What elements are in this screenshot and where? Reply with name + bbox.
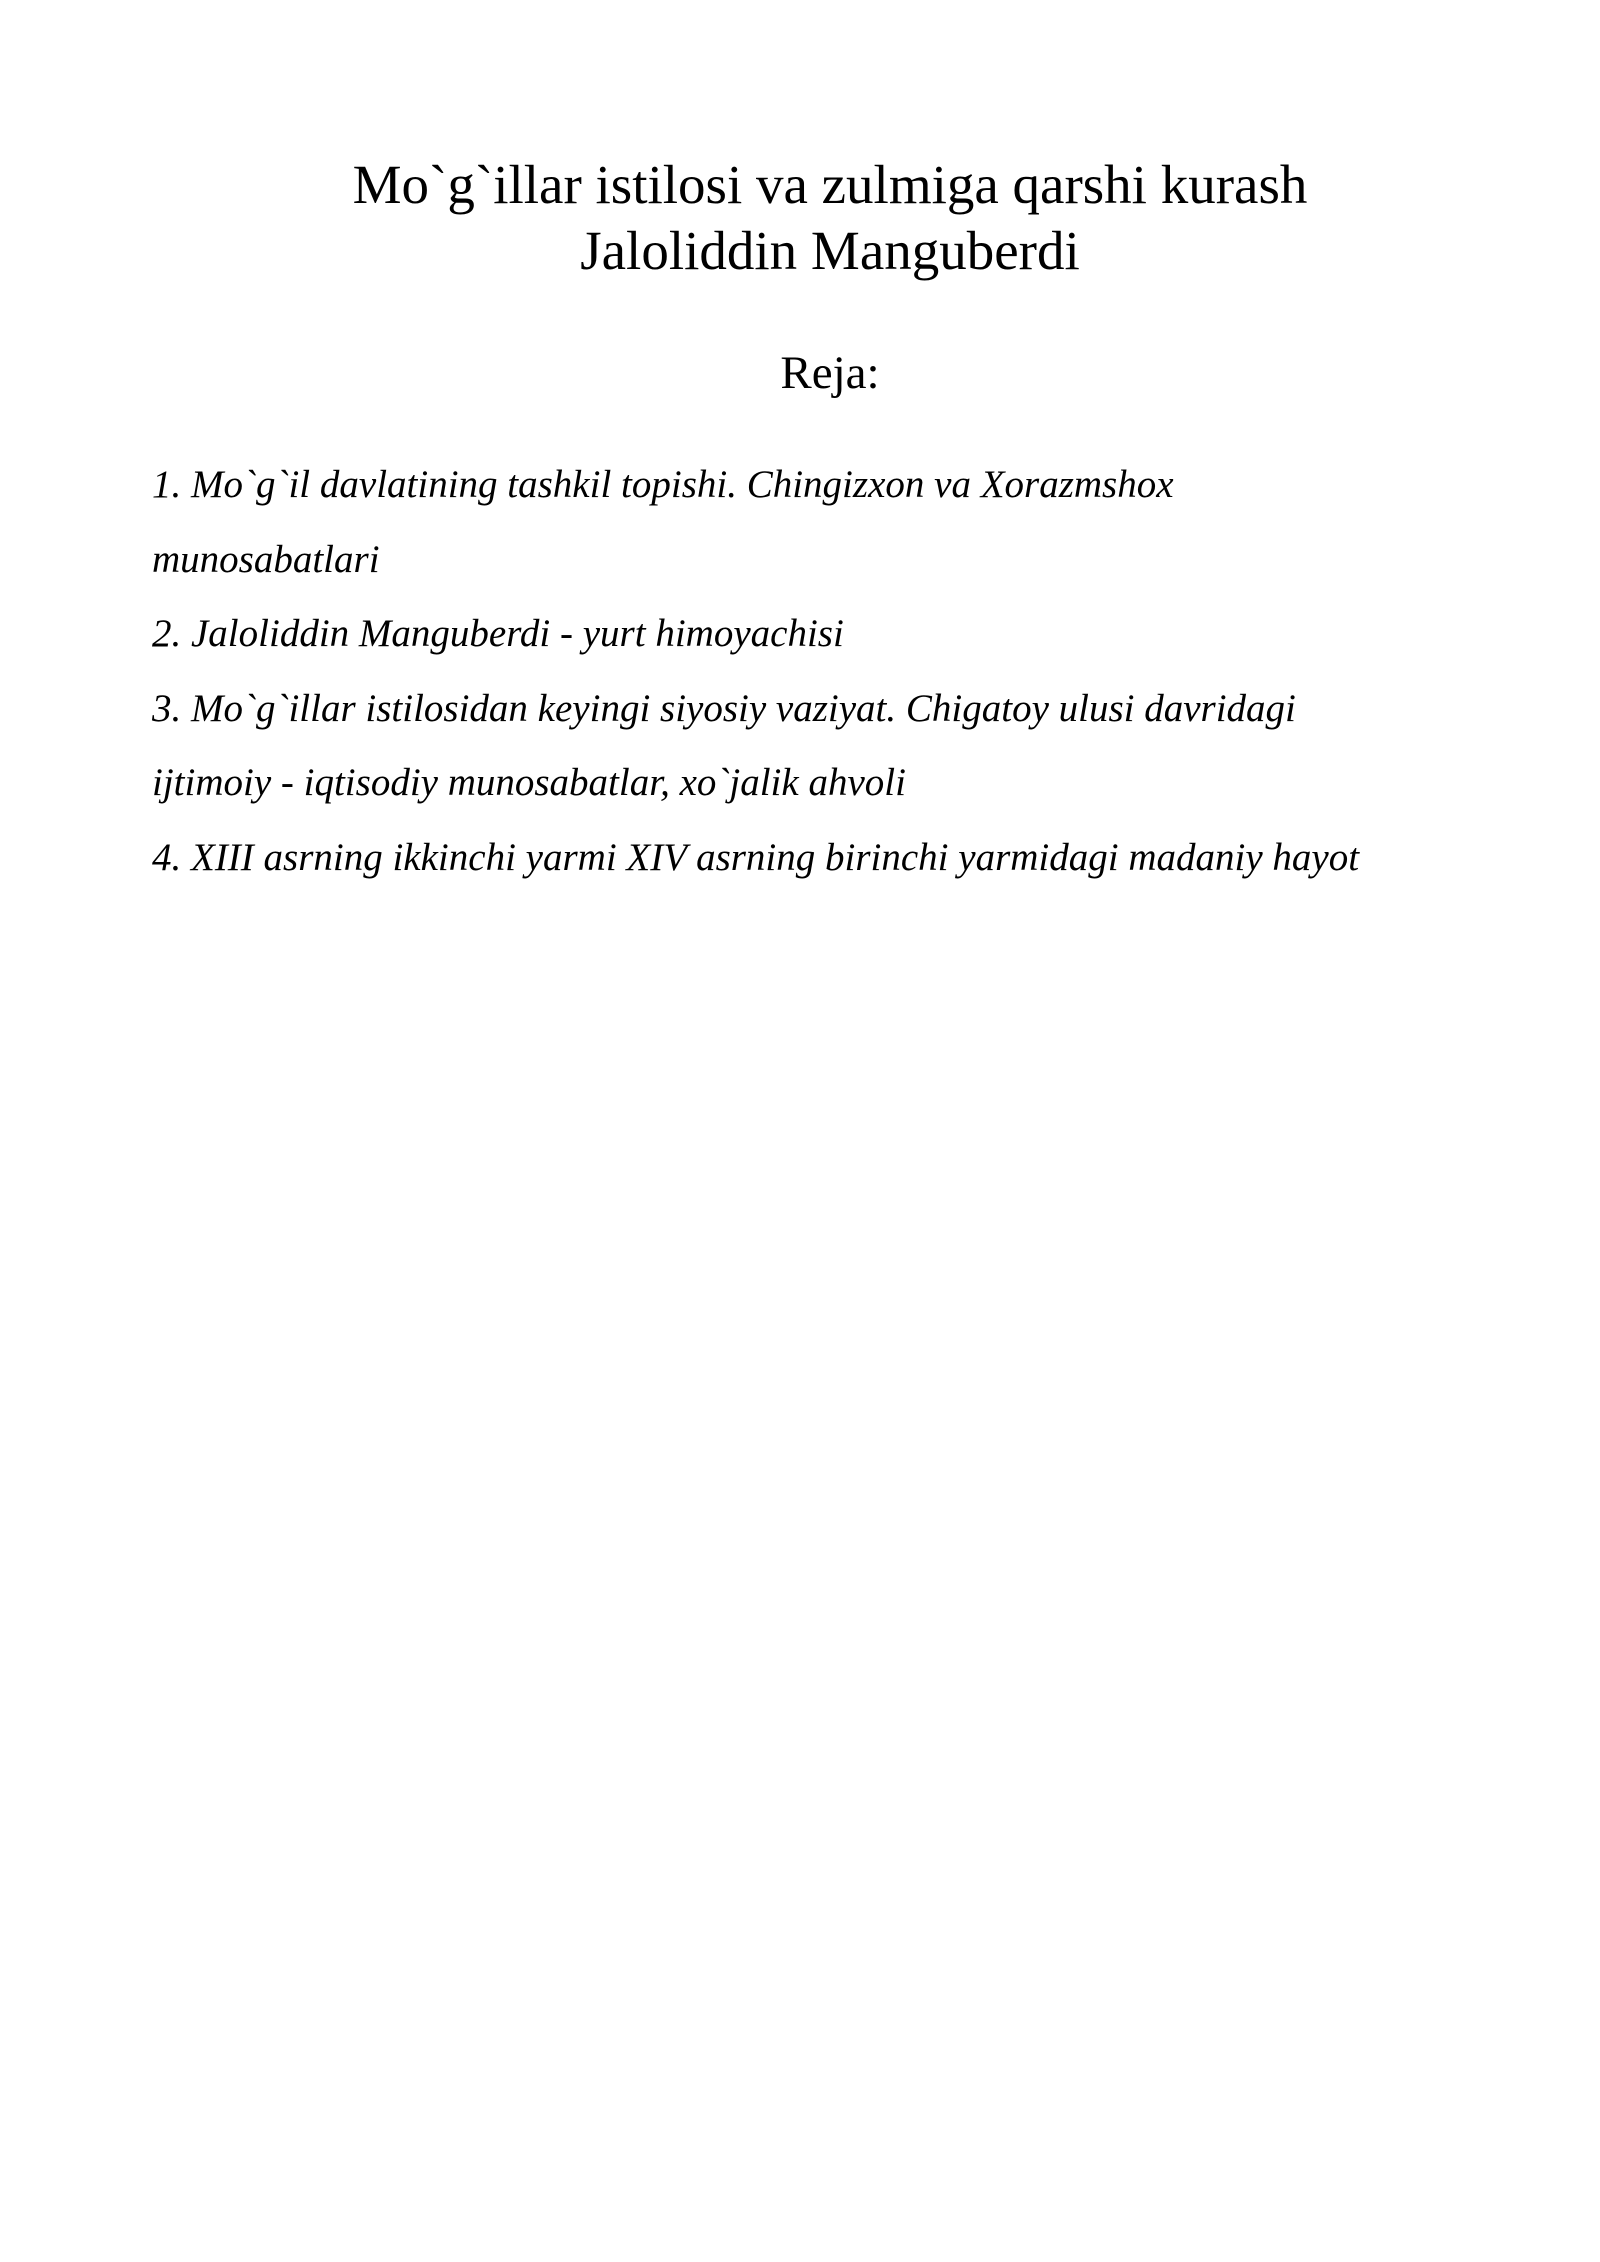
plan-item-line: 1. Mo`g`il davlatining tashkil topishi. Chingizxon va Xorazmshox <box>152 463 1174 506</box>
plan-item-line: munosabatlari <box>152 537 380 581</box>
title-line-2: Jaloliddin Manguberdi <box>580 220 1080 281</box>
plan-item <box>152 821 1572 896</box>
plan-item-line: ijtimoiy - iqtisodiy munosabatlar, xo`jalik ahvoli <box>152 761 906 804</box>
plan-item <box>152 597 1572 672</box>
plan-item-line: 3. Mo`g`illar istilosidan keyingi siyosiy vaziyat. Chigatoy ulusi davridagi <box>152 686 1296 730</box>
plan-item <box>152 672 1572 821</box>
document-title <box>0 152 1600 284</box>
title-line-1: Mo`g`illar istilosi va zulmiga qarshi kurash <box>352 154 1308 215</box>
plan-item-line: 4. XIII asrning ikkinchi yarmi XIV asrning birinchi yarmidagi madaniy hayot <box>152 835 1360 879</box>
plan-list <box>152 448 1572 895</box>
plan-item <box>152 448 1572 597</box>
plan-item-line: 2. Jaloliddin Manguberdi - yurt himoyachisi <box>152 612 844 655</box>
plan-heading: Reja: <box>780 347 880 399</box>
